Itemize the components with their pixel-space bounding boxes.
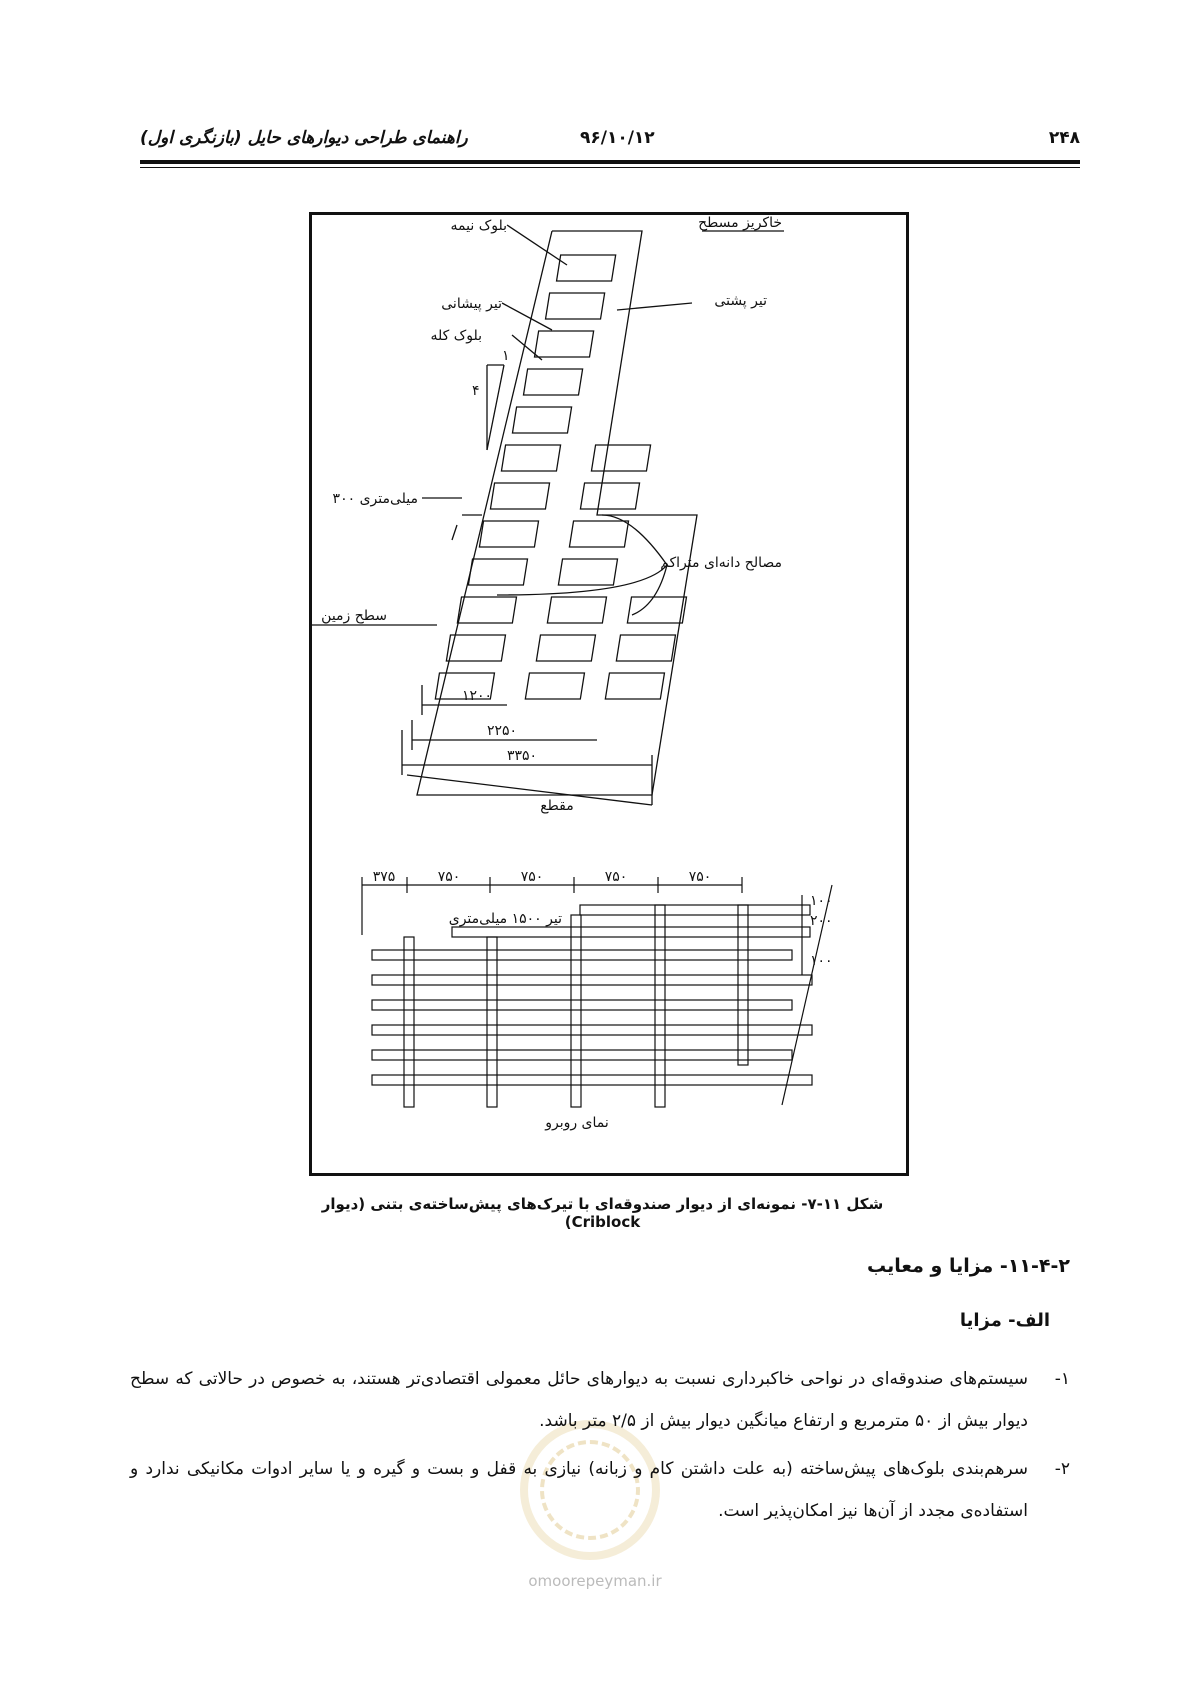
list-item-number: ۲- <box>1054 1459 1070 1479</box>
dim-100a: ۱۰۰ <box>810 893 833 909</box>
dim-750-1: ۷۵۰ <box>437 869 461 885</box>
label-slope-4: ۴ <box>472 383 480 399</box>
label-half-block: بلوک نیمه <box>450 218 507 234</box>
section-heading: ۱۱-۴-۲- مزایا و معایب <box>867 1255 1070 1277</box>
dim-100b: ۱۰۰ <box>810 953 833 969</box>
label-300mm: ۳۰۰ میلی‌متری <box>332 491 418 507</box>
dim-750-2: ۷۵۰ <box>520 869 544 885</box>
dim-200: ۲۰۰ <box>810 913 833 929</box>
dim-750-4: ۷۵۰ <box>688 869 712 885</box>
list-item <box>130 1448 1070 1532</box>
label-front-view: نمای روبرو <box>545 1115 609 1131</box>
header-rule-thick <box>140 160 1080 164</box>
sub-heading: الف- مزایا <box>959 1310 1050 1331</box>
figure-caption: شکل ۱۱-۷- نمونه‌ای از دیوار صندوقه‌ای با تیرک‌های پیش‌ساخته‌ی بتنی (دیوار Criblock) <box>321 1195 884 1231</box>
label-ground-level: سطح زمین <box>321 608 387 624</box>
dim-750-3: ۷۵۰ <box>604 869 628 885</box>
dim-2250: ۲۲۵۰ <box>487 723 518 739</box>
label-beam-1500: تیر ۱۵۰۰ میلی‌متری <box>448 911 562 927</box>
header-rule-thin <box>140 167 1080 168</box>
dim-1200: ۱۲۰۰ <box>462 688 493 704</box>
page-number: ۲۴۸ <box>1048 128 1080 148</box>
label-head-block: بلوک کله <box>430 328 482 344</box>
header-title: راهنمای طراحی دیوارهای حایل (بازنگری اول) <box>140 128 468 148</box>
label-front-beam: تیر پیشانی <box>441 296 502 312</box>
dim-3350: ۳۳۵۰ <box>507 748 538 764</box>
section-view <box>312 225 784 805</box>
page-header <box>140 128 1080 150</box>
list-item <box>130 1358 1070 1442</box>
figure-frame <box>309 212 909 1176</box>
header-date: ۹۶/۱۰/۱۲ <box>580 128 655 148</box>
watermark-site: omoorepeyman.ir <box>528 1572 662 1590</box>
list-item-text: سیستم‌های صندوقه‌ای در نواحی خاکبرداری نسبت به دیوارهای حائل معمولی اقتصادی‌تر هستند، به خصوص در حالاتی که سطح دیوار بیش از ۵۰ مترمربع و ارتفاع میانگین دیوار بیش از ۲/۵ متر باشد. <box>130 1369 1028 1431</box>
label-granular-fill: مصالح دانه‌ای متراکم <box>660 555 782 571</box>
crib-wall-drawing <box>312 215 906 1173</box>
label-flat-backfill: خاکریز مسطح <box>698 215 782 231</box>
list-item-text: سرهم‌بندی بلوک‌های پیش‌ساخته (به علت داشتن کام و زبانه) نیازی به قفل و بست و گیره و یا سایر ادوات مکانیکی ندارد و استفاده‌ی مجدد از آن‌ها نیز امکان‌پذیر است. <box>130 1459 1028 1521</box>
label-back-beam: تیر پشتی <box>714 293 767 309</box>
label-slope-1: ۱ <box>502 348 510 364</box>
list-item-number: ۱- <box>1054 1369 1070 1389</box>
label-section: مقطع <box>540 798 574 814</box>
dim-375: ۳۷۵ <box>372 869 396 885</box>
front-view <box>362 877 832 1107</box>
